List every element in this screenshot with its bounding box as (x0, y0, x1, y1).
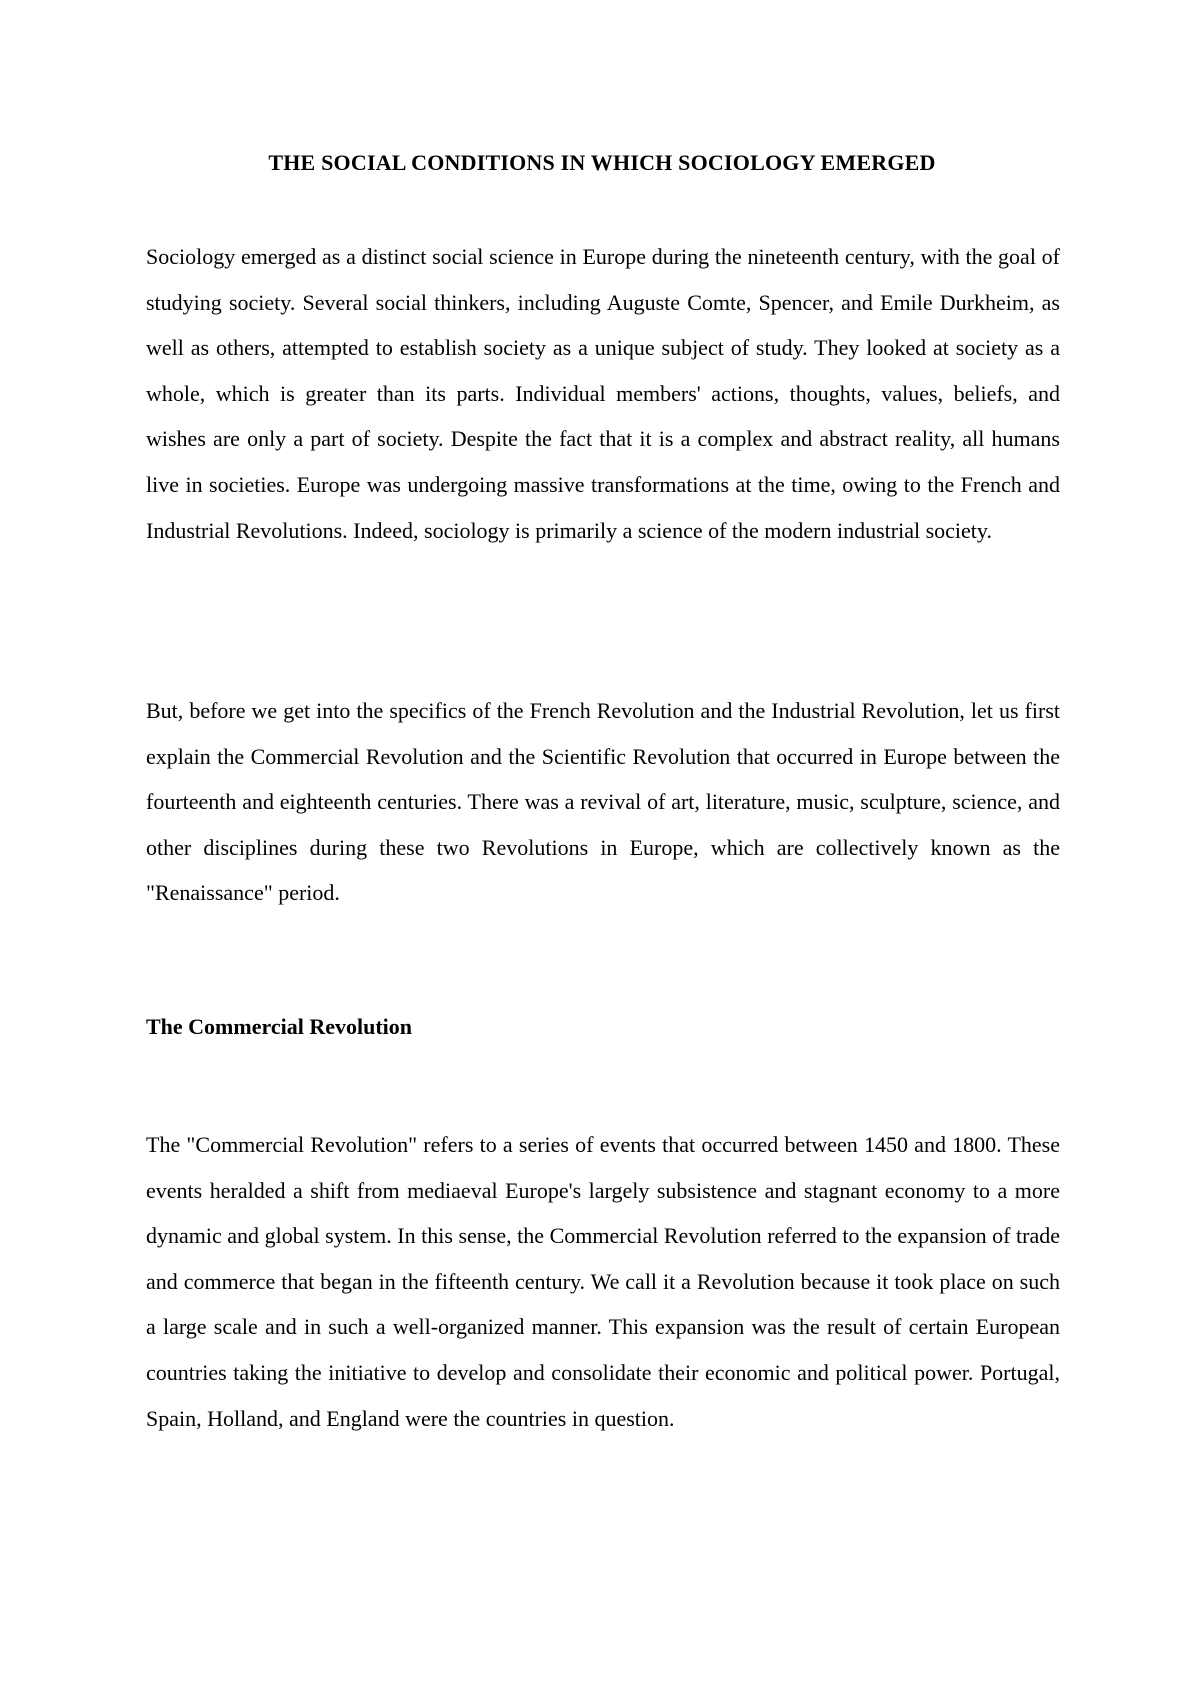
document-title: THE SOCIAL CONDITIONS IN WHICH SOCIOLOGY EMERGED (268, 150, 936, 175)
section-heading-commercial-revolution: The Commercial Revolution (146, 1014, 413, 1039)
paragraph-commercial-revolution: The "Commercial Revolution" refers to a series of events that occurred between 1450 and 1800. These events heralded a shift from mediaeval Europe's largely subsistence and stagnant economy to a more dynamic and global system. In this sense, the Commercial Revolution referred to the expansion of trade and commerce that began in the fifteenth century. We call it a Revolution because it took place on such a large scale and in such a well-organized manner. This expansion was the result of certain European countries taking the initiative to develop and consolidate their economic and political power. Portugal, Spain, Holland, and England were the countries in question. (146, 1132, 1060, 1431)
paragraph-renaissance: But, before we get into the specifics of the French Revolution and the Industrial Revolution, let us first explain the Commercial Revolution and the Scientific Revolution that occurred in Europe between the fourteenth and eighteenth centuries. There was a revival of art, literature, music, sculpture, science, and other disciplines during these two Revolutions in Europe, which are collectively known as the "Renaissance" period. (146, 698, 1060, 906)
paragraph-intro: Sociology emerged as a distinct social science in Europe during the nineteenth century, with the goal of studying society. Several social thinkers, including Auguste Comte, Spencer, and Emile Durkheim, as well as others, attempted to establish society as a unique subject of study. They looked at society as a whole, which is greater than its parts. Individual members' actions, thoughts, values, beliefs, and wishes are only a part of society. Despite the fact that it is a complex and abstract reality, all humans live in societies. Europe was undergoing massive transformations at the time, owing to the French and Industrial Revolutions. Indeed, sociology is primarily a science of the modern industrial society. (146, 244, 1060, 543)
